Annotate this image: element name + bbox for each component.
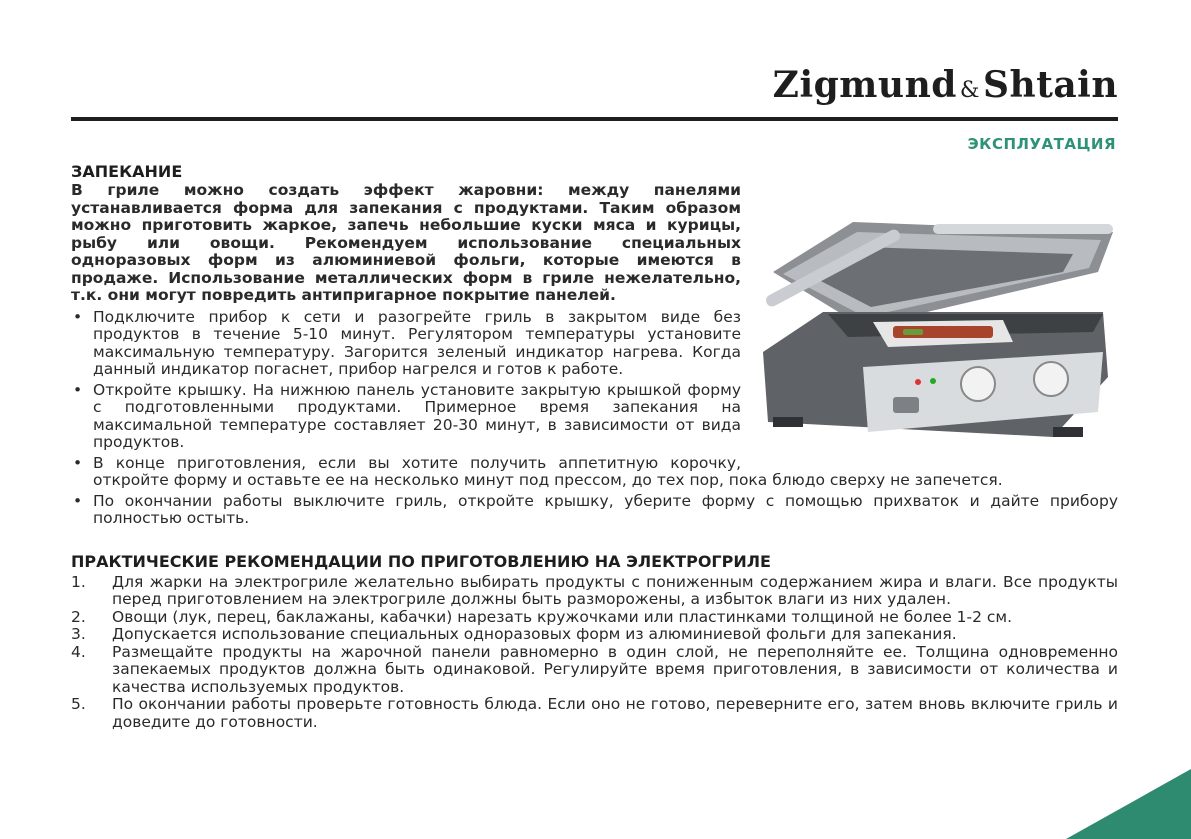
tips-item-number: 4. bbox=[71, 642, 86, 661]
baking-heading: ЗАПЕКАНИЕ bbox=[71, 162, 183, 181]
section-label: ЭКСПЛУАТАЦИЯ bbox=[967, 135, 1116, 153]
tips-item bbox=[71, 574, 1118, 609]
baking-steps bbox=[71, 309, 1118, 528]
corner-decoration bbox=[1066, 769, 1191, 839]
tips-list bbox=[71, 574, 1118, 732]
brand-logo bbox=[773, 64, 1118, 106]
tips-item-number: 1. bbox=[71, 572, 86, 591]
tips-item-text: Размещайте продукты на жарочной панели равномерно в один слой, не переполняйте ее. Толщина одновременно запекаемых продуктов должна быть одинаковой. Регулируйте время приготовления, в зависимости от количества и качества используемых продуктов. bbox=[112, 642, 1118, 696]
baking-step: • По окончании работы выключите гриль, откройте крышку, уберите форму с помощью прихваток и дайте прибору полностью остыть. bbox=[71, 493, 1118, 528]
baking-step: • Откройте крышку. На нижнюю панель установите закрытую крышкой форму с подготовленными продуктами. Примерное время запекания на максимальной температуре составляет 20-30 минут, в зависимости от вида продуктов. bbox=[71, 382, 1118, 452]
page-content bbox=[71, 162, 1118, 731]
baking-intro: В гриле можно создать эффект жаровни: между панелями устанавливается форма для запекания с продуктами. Таким образом можно приготовить жаркое, запечь небольшие куски мяса и курицы, рыбу или овощи. Рекомендуем использование специальных одноразовых форм из алюминиевой фольги, которые имеются в продаже. Использование металлических форм в гриле нежелательно, т.к. они могут повредить антипригарное покрытие панелей. bbox=[71, 181, 741, 304]
tips-item-text: По окончании работы проверьте готовность блюда. Если оно не готово, переверните его, затем вновь включите гриль и доведите до готовности. bbox=[112, 695, 1118, 731]
tips-item bbox=[71, 696, 1118, 731]
tips-item-number: 3. bbox=[71, 625, 86, 643]
tips-item bbox=[71, 626, 1118, 644]
baking-step: • Подключите прибор к сети и разогрейте гриль в закрытом виде без продуктов в течение 5-10 минут. Регулятором температуры установите максимальную температуру. Загорится зеленый индикатор нагрева. Когда данный индикатор погаснет, прибор нагрелся и готов к работе. bbox=[71, 309, 1118, 379]
brand-ampersand: & bbox=[959, 78, 981, 103]
tips-item bbox=[71, 644, 1118, 697]
brand-name-right: Shtain bbox=[983, 64, 1118, 106]
tips-heading: ПРАКТИЧЕСКИЕ РЕКОМЕНДАЦИИ ПО ПРИГОТОВЛЕНИЮ НА ЭЛЕКТРОГРИЛЕ bbox=[71, 551, 771, 571]
brand-name-left: Zigmund bbox=[772, 64, 957, 106]
baking-step: • В конце приготовления, если вы хотите получить аппетитную корочку, откройте форму и оставьте ее на несколько минут под прессом, до тех пор, пока блюдо сверху не запечется. bbox=[71, 455, 1118, 490]
tips-item bbox=[71, 609, 1118, 627]
tips-item-number: 5. bbox=[71, 695, 86, 713]
header-rule bbox=[71, 117, 1118, 121]
tips-item-text: Для жарки на электрогриле желательно выбирать продукты с пониженным содержанием жира и влаги. Все продукты перед приготовлением на электрогриле должны быть разморожены, а избыток влаги из них удален. bbox=[112, 572, 1118, 608]
tips-item-text: Допускается использование специальных одноразовых форм из алюминиевой фольги для запекания. bbox=[112, 625, 957, 643]
tips-item-number: 2. bbox=[71, 607, 86, 626]
tips-item-text: Овощи (лук, перец, баклажаны, кабачки) нарезать кружочками или пластинками толщиной не более 1-2 см. bbox=[112, 607, 1013, 626]
